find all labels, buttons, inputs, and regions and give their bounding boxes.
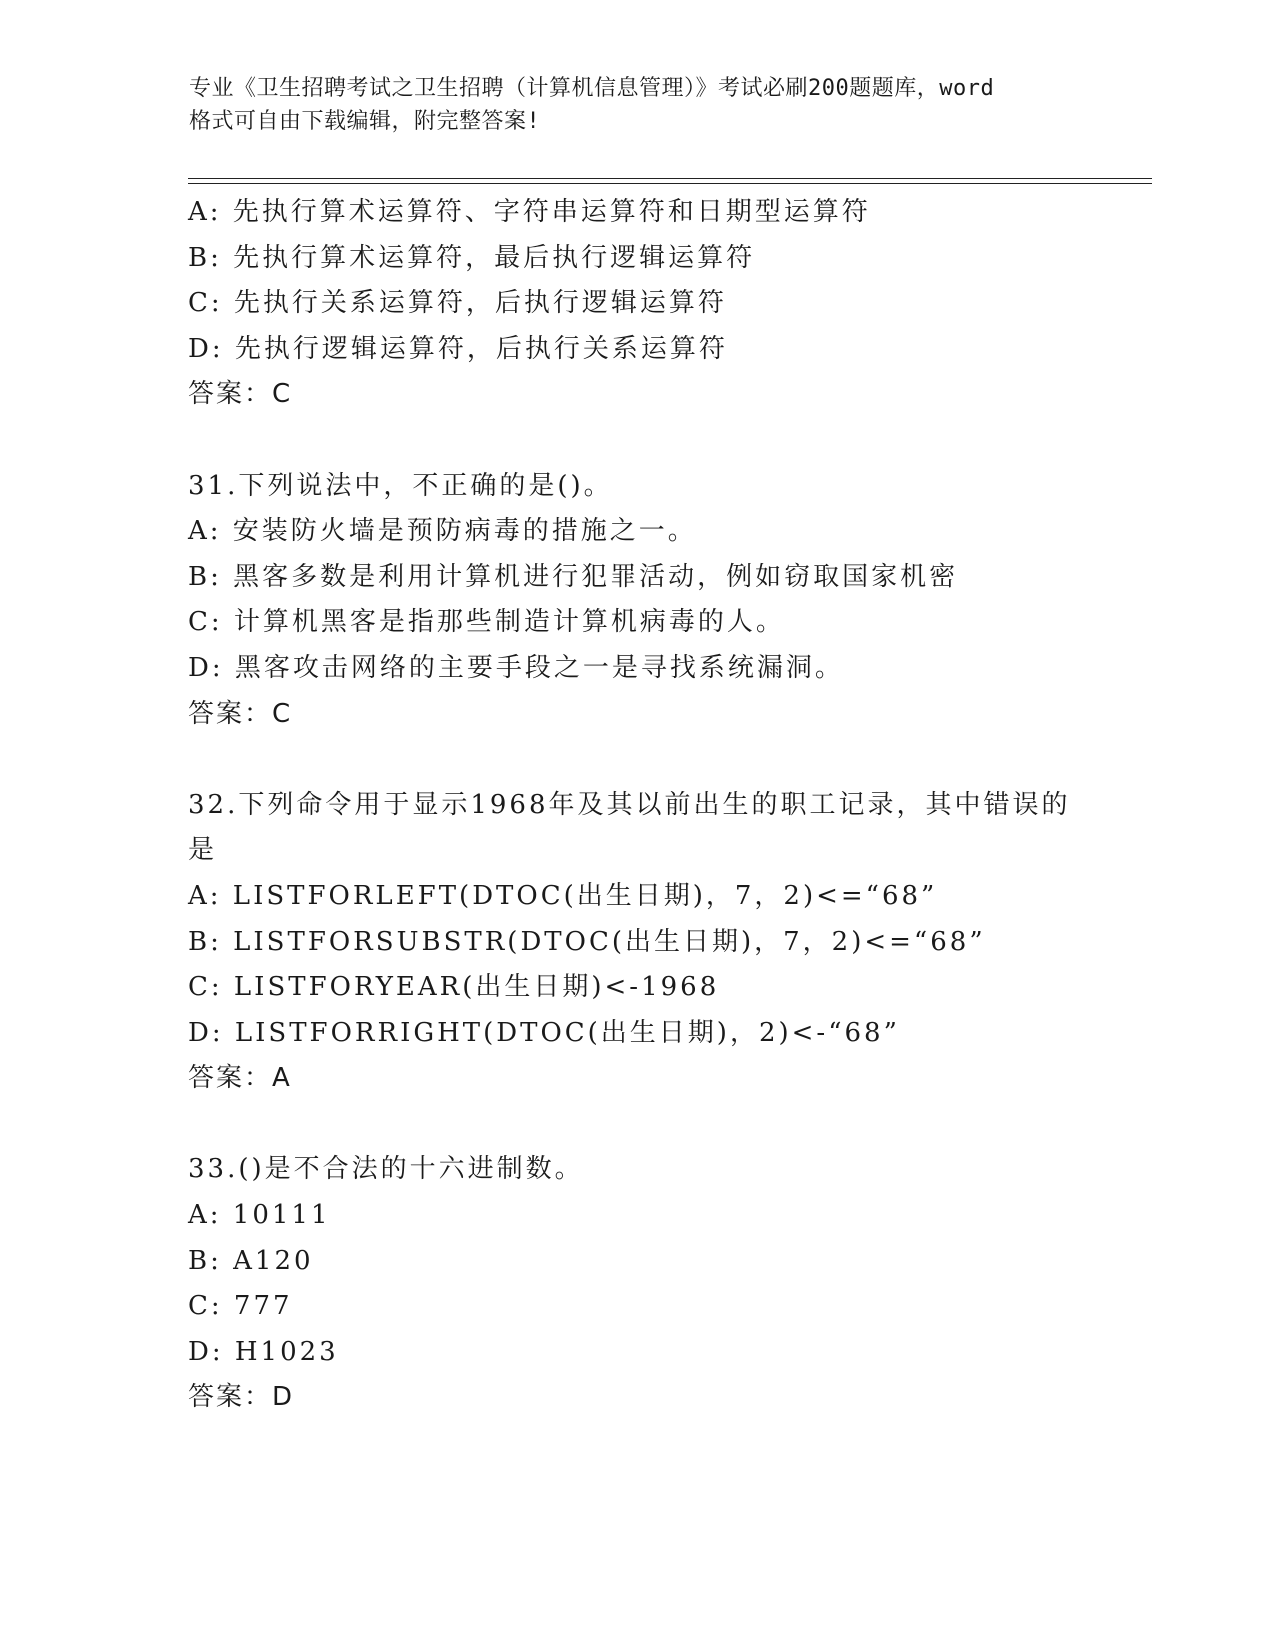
option-a: A: 安装防火墙是预防病毒的措施之一。 [188, 516, 697, 547]
question-33 [188, 1147, 1148, 1421]
header-line-2: 格式可自由下载编辑，附完整答案! [189, 109, 541, 134]
option-b: B: A120 [188, 1245, 314, 1276]
question-text-continued: 是 [188, 835, 218, 866]
option-c: C: LISTFORYEAR(出生日期)<-1968 [188, 972, 720, 1003]
option-c: C: 计算机黑客是指那些制造计算机病毒的人。 [188, 607, 785, 638]
option-a: A: 10111 [188, 1200, 331, 1231]
answer: 答案：D [188, 1382, 295, 1413]
question-31 [188, 464, 1148, 738]
answer: 答案：C [188, 379, 293, 410]
document-header [189, 72, 1089, 138]
option-a: A: LISTFORLEFT(DTOC(出生日期)，7，2)<=“68” [188, 880, 938, 911]
header-divider-bottom [188, 183, 1152, 184]
option-c: C: 先执行关系运算符，后执行逻辑运算符 [188, 288, 727, 319]
spacer [188, 737, 1148, 783]
option-b: B: 先执行算术运算符，最后执行逻辑运算符 [188, 242, 756, 273]
question-list [188, 190, 1148, 1421]
option-b: B: LISTFORSUBSTR(DTOC(出生日期)，7，2)<=“68” [188, 926, 986, 957]
option-d: D: 黑客攻击网络的主要手段之一是寻找系统漏洞。 [188, 652, 844, 683]
answer: 答案：A [188, 1063, 292, 1094]
option-d: D: LISTFORRIGHT(DTOC(出生日期)，2)<-“68” [188, 1017, 900, 1048]
question-30 [188, 190, 1148, 418]
question-text: 32.下列命令用于显示1968年及其以前出生的职工记录，其中错误的 [188, 789, 1071, 820]
option-c: C: 777 [188, 1291, 293, 1322]
spacer [188, 1102, 1148, 1148]
answer: 答案：C [188, 698, 293, 729]
question-text: 33.()是不合法的十六进制数。 [188, 1154, 584, 1185]
option-a: A: 先执行算术运算符、字符串运算符和日期型运算符 [188, 197, 871, 227]
option-b: B: 黑客多数是利用计算机进行犯罪活动，例如窃取国家机密 [188, 561, 959, 592]
question-text: 31.下列说法中，不正确的是()。 [188, 470, 613, 501]
option-d: D: H1023 [188, 1336, 339, 1367]
option-d: D: 先执行逻辑运算符，后执行关系运算符 [188, 333, 728, 364]
header-line-1: 专业《卫生招聘考试之卫生招聘（计算机信息管理）》考试必刷200题题库，word [189, 76, 995, 101]
question-32 [188, 783, 1148, 1102]
spacer [188, 418, 1148, 464]
header-divider-top [188, 178, 1152, 179]
